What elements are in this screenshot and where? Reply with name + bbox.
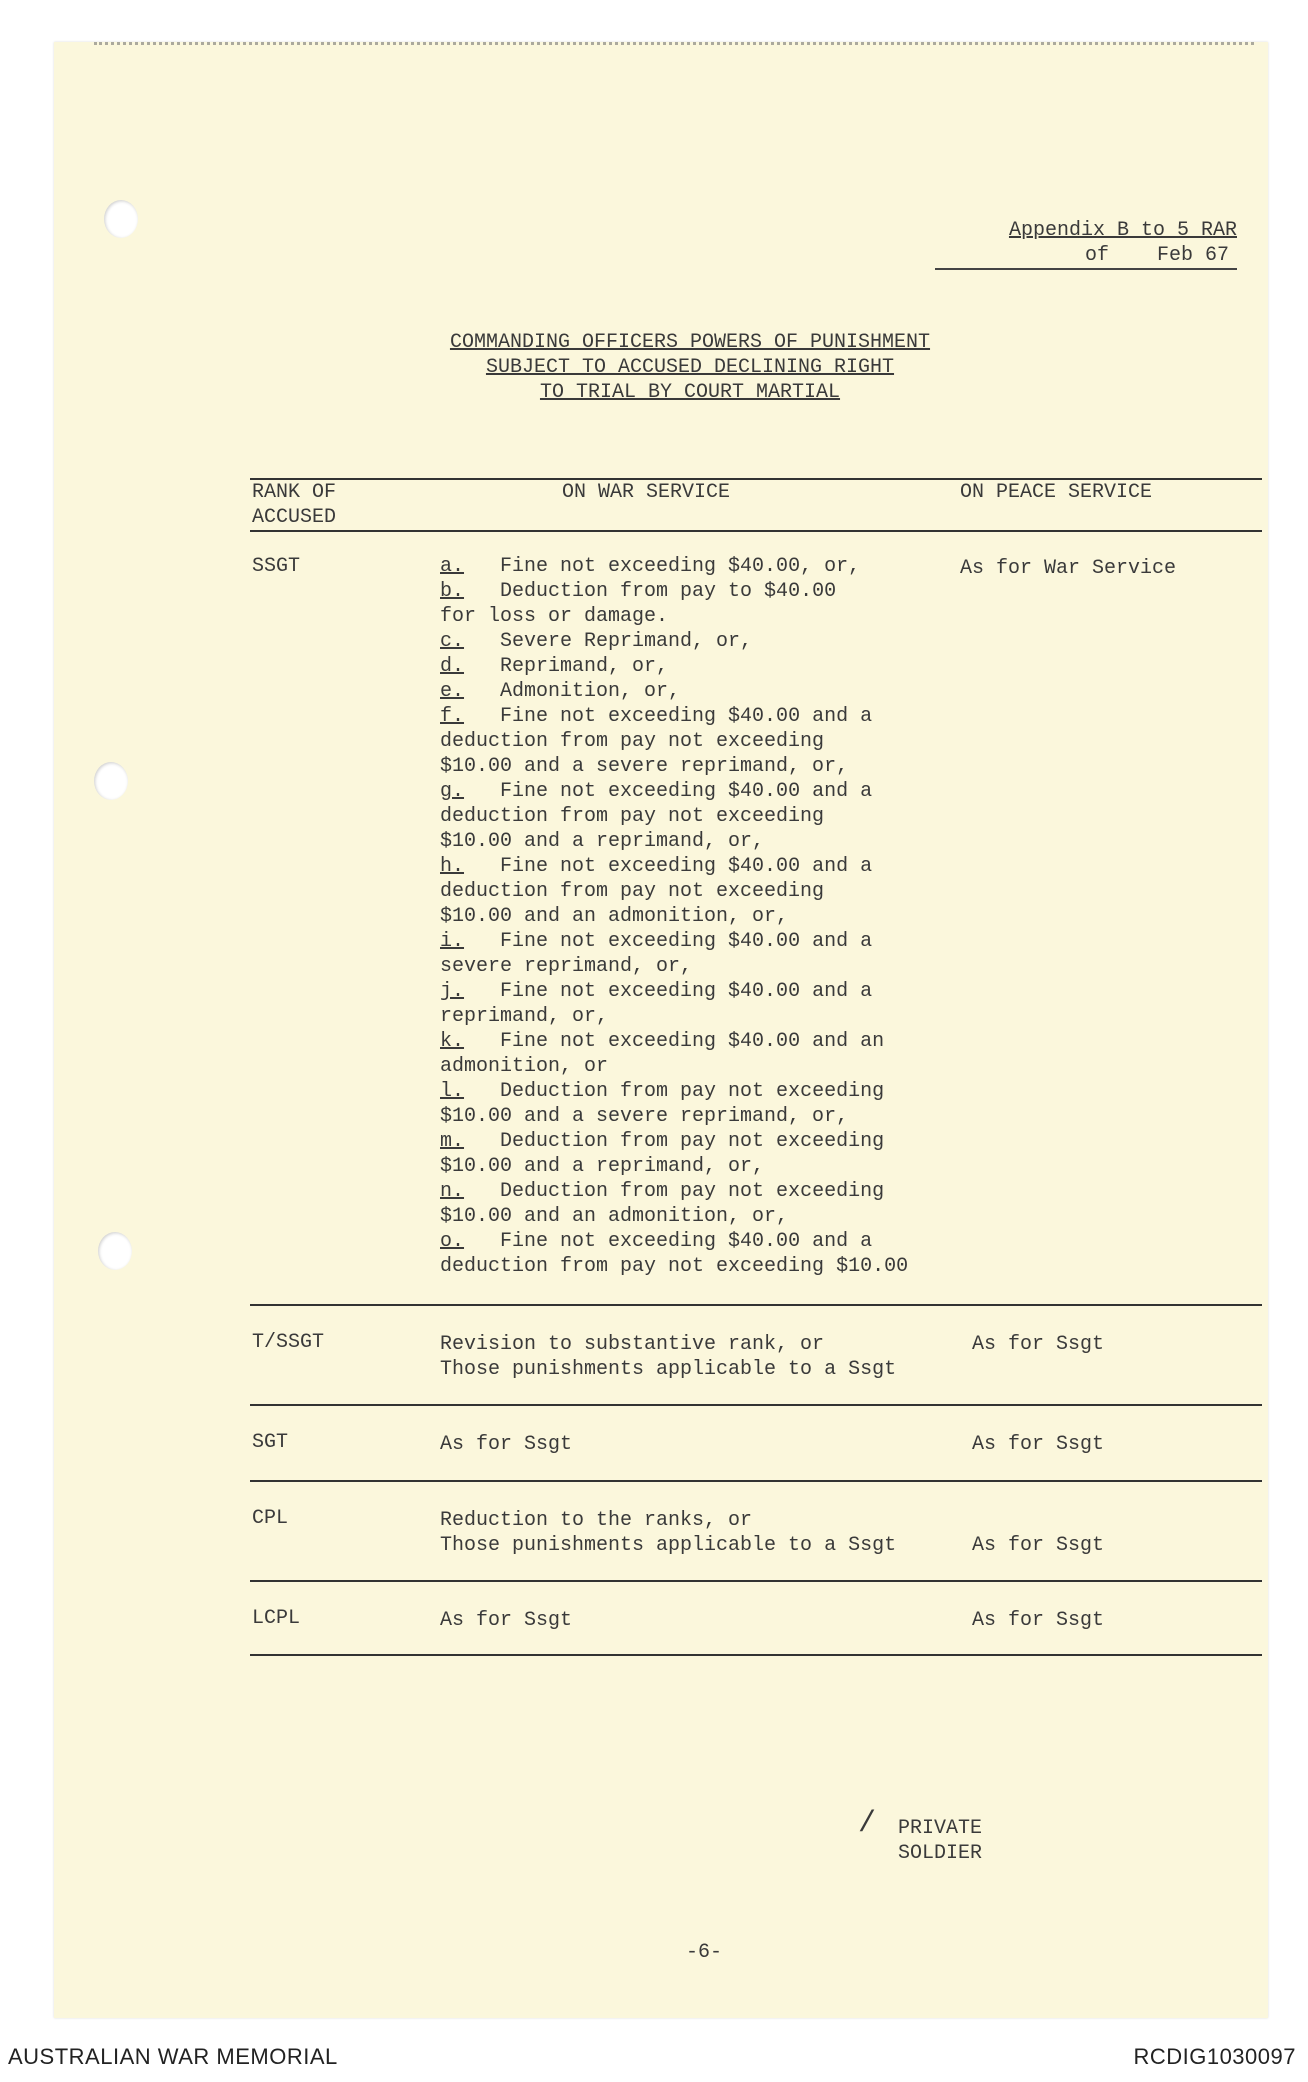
row-rule [250, 1304, 1262, 1306]
punishment-line [440, 1229, 908, 1254]
punishment-letter: d. [440, 655, 465, 678]
appendix-line: Appendix B to 5 RAR [1008, 219, 1237, 242]
sgt-peace: As for Ssgt [972, 1433, 1105, 1456]
header-war: ON WAR SERVICE [562, 481, 731, 504]
punishment-text: Fine not exceeding $40.00 and a [500, 780, 873, 803]
punishment-line [440, 979, 908, 1004]
punishment-text: Deduction from pay not exceeding [500, 1080, 885, 1103]
punishment-text: Fine not exceeding $40.00 and a [500, 1230, 873, 1253]
punishment-line [440, 754, 908, 779]
title-line: SUBJECT TO ACCUSED DECLINING RIGHT [485, 356, 895, 379]
rank-ssgt: SSGT [252, 555, 301, 578]
punishment-text: Reprimand, or, [500, 655, 669, 678]
punishment-line [440, 1129, 908, 1154]
tssgt-peace: As for Ssgt [972, 1333, 1105, 1356]
punishment-line [440, 1204, 908, 1229]
archive-caption-left: AUSTRALIAN WAR MEMORIAL [8, 2044, 338, 2069]
punishment-letter: m. [440, 1130, 465, 1153]
title-line: COMMANDING OFFICERS POWERS OF PUNISHMENT [449, 331, 931, 354]
punishment-text: reprimand, or, [440, 1005, 609, 1028]
punishment-text: $10.00 and a reprimand, or, [440, 1155, 765, 1178]
punishment-line [440, 729, 908, 754]
of-label: of [1085, 244, 1110, 267]
punishment-line [440, 629, 908, 654]
war-line: Reduction to the ranks, or [440, 1509, 753, 1532]
header-rank [252, 480, 336, 530]
punishment-line [440, 579, 908, 604]
punch-hole [94, 762, 128, 800]
page-title [380, 330, 1000, 405]
table-bottom-rule [250, 1654, 1262, 1656]
punishment-letter: o. [440, 1230, 465, 1253]
punishment-text: $10.00 and a reprimand, or, [440, 830, 765, 853]
punishment-text: admonition, or [440, 1055, 609, 1078]
punishment-line [440, 1054, 908, 1079]
punishment-text: $10.00 and an admonition, or, [440, 905, 789, 928]
punishment-text: Fine not exceeding $40.00 and an [500, 1030, 885, 1053]
punishment-line [440, 1179, 908, 1204]
punishment-letter: h. [440, 855, 465, 878]
punishment-letter: f. [440, 705, 465, 728]
archive-caption-right: RCDIG1030097 [1133, 2044, 1296, 2069]
punishment-line [440, 854, 908, 879]
header-peace: ON PEACE SERVICE [960, 481, 1153, 504]
punishment-text: Fine not exceeding $40.00, or, [500, 555, 861, 578]
punishment-text: Fine not exceeding $40.00 and a [500, 855, 873, 878]
punishment-line [440, 1004, 908, 1029]
punishment-line [440, 954, 908, 979]
header-bottom-rule [250, 530, 1262, 532]
page-number: -6- [686, 1941, 723, 1964]
punishment-letter: a. [440, 555, 465, 578]
punishment-letter: g. [440, 780, 465, 803]
punishment-text: deduction from pay not exceeding [440, 880, 825, 903]
punishment-letter: b. [440, 580, 465, 603]
punishment-line [440, 779, 908, 804]
punishment-line [440, 804, 908, 829]
punishment-letter: c. [440, 630, 465, 653]
punishment-text: deduction from pay not exceeding [440, 730, 825, 753]
punishment-text: Deduction from pay not exceeding [500, 1130, 885, 1153]
private-line: PRIVATE [898, 1817, 983, 1840]
tssgt-war [440, 1332, 896, 1382]
lcpl-war: As for Ssgt [440, 1609, 573, 1632]
rank-sgt: SGT [252, 1431, 289, 1454]
punishment-text: Admonition, or, [500, 680, 681, 703]
punishment-line [440, 679, 908, 704]
punishment-text: deduction from pay not exceeding $10.00 [440, 1255, 909, 1278]
row-rule [250, 1404, 1262, 1406]
ssgt-war-punishments [440, 554, 908, 1279]
punishment-text: $10.00 and a severe reprimand, or, [440, 1105, 849, 1128]
ssgt-peace: As for War Service [960, 557, 1177, 580]
cpl-war [440, 1508, 896, 1558]
header-rank-line: RANK OF [252, 481, 337, 504]
punishment-line [440, 1104, 908, 1129]
punishment-line [440, 929, 908, 954]
punishment-letter: e. [440, 680, 465, 703]
private-line: SOLDIER [898, 1842, 983, 1865]
punishment-text: Deduction from pay not exceeding [500, 1180, 885, 1203]
punishment-line [440, 1029, 908, 1054]
punishment-text: Deduction from pay to $40.00 [500, 580, 837, 603]
private-soldier-note [898, 1816, 982, 1866]
war-line: Those punishments applicable to a Ssgt [440, 1534, 897, 1557]
cpl-peace: As for Ssgt [972, 1534, 1105, 1557]
punishment-letter: n. [440, 1180, 465, 1203]
punishment-line [440, 1254, 908, 1279]
punishment-text: $10.00 and a severe reprimand, or, [440, 755, 849, 778]
slash-mark: / [858, 1807, 877, 1841]
punishment-text: deduction from pay not exceeding [440, 805, 825, 828]
punishment-line [440, 554, 908, 579]
header-rank-line: ACCUSED [252, 506, 337, 529]
appendix-reference [935, 218, 1237, 270]
punishment-line [440, 1154, 908, 1179]
appendix-date: Feb 67 [1157, 244, 1230, 267]
rank-cpl: CPL [252, 1507, 289, 1530]
rank-tssgt: T/SSGT [252, 1331, 325, 1354]
punishment-line [440, 1079, 908, 1104]
punishment-letter: j. [440, 980, 465, 1003]
top-edge-marks [94, 42, 1254, 55]
punishment-line [440, 904, 908, 929]
punishment-line [440, 829, 908, 854]
appendix-date-line [935, 243, 1237, 270]
row-rule [250, 1480, 1262, 1482]
punch-hole [104, 200, 138, 238]
rank-lcpl: LCPL [252, 1607, 301, 1630]
punishment-text: for loss or damage. [440, 605, 669, 628]
punishment-text: $10.00 and an admonition, or, [440, 1205, 789, 1228]
punishment-text: severe reprimand, or, [440, 955, 693, 978]
punch-hole [98, 1232, 132, 1270]
punishment-text: Fine not exceeding $40.00 and a [500, 705, 873, 728]
lcpl-peace: As for Ssgt [972, 1609, 1105, 1632]
punishment-text: Fine not exceeding $40.00 and a [500, 980, 873, 1003]
row-rule [250, 1580, 1262, 1582]
punishment-line [440, 879, 908, 904]
punishment-letter: k. [440, 1030, 465, 1053]
punishment-line [440, 704, 908, 729]
sgt-war: As for Ssgt [440, 1433, 573, 1456]
punishment-line [440, 654, 908, 679]
war-line: Those punishments applicable to a Ssgt [440, 1358, 897, 1381]
punishment-letter: l. [440, 1080, 465, 1103]
punishment-text: Fine not exceeding $40.00 and a [500, 930, 873, 953]
title-line: TO TRIAL BY COURT MARTIAL [539, 381, 841, 404]
punishment-text: Severe Reprimand, or, [500, 630, 753, 653]
punishment-line [440, 604, 908, 629]
punishment-letter: i. [440, 930, 465, 953]
war-line: Revision to substantive rank, or [440, 1333, 825, 1356]
